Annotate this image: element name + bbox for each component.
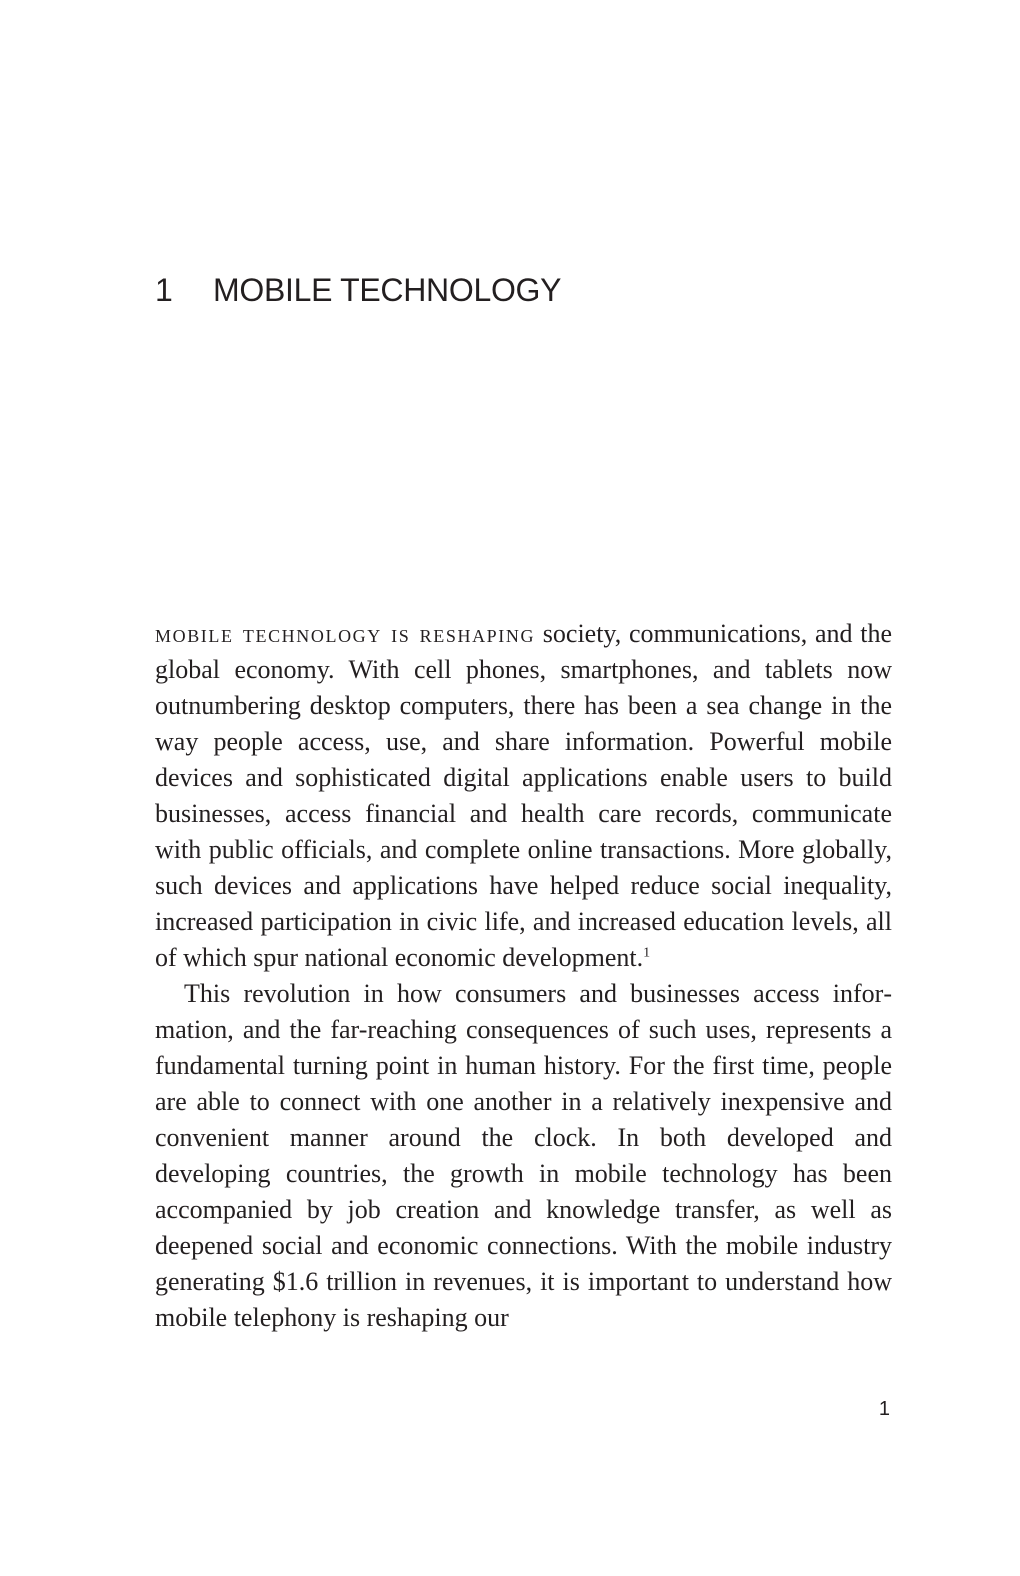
paragraph-lead-in: mobile technology is reshaping [155,619,536,648]
chapter-number: 1 [155,272,173,308]
paragraph-1-text: society, communications, and the global economy. With cell phones, smartphones, and tablets now outnumbering desktop computers, there has been a sea change in the way people access, use, and share information. Powerful mobile devices and sophisticated digital applications enable users to build businesses, access financial and health care records, communicate with public officials, and complete online transactions. More globally, such devices and applications have helped reduce social inequality, increased participation in civic life, and increased education levels, all of which spur national economic development. [155,619,892,972]
footnote-reference[interactable]: 1 [643,945,651,961]
chapter-heading [155,272,561,309]
page-number: 1 [878,1398,890,1420]
paragraph-2-text: This revolution in how consumers and businesses access information, and the far-reaching consequences of such uses, represents a fundamental turning point in human history. For the first time, people are able to connect with one another in a relatively inexpensive and convenient manner around the clock. In both developed and developing countries, the growth in mobile technology has been accompanied by job creation and knowledge transfer, as well as deepened social and economic connections. With the mobile industry generating $1.6 trillion in revenues, it is important to understand how mobile telephony is reshaping our [155,979,892,1332]
paragraph-1 [155,616,892,976]
paragraph-2 [155,976,892,1336]
body-text [155,616,892,1336]
chapter-title: MOBILE TECHNOLOGY [213,272,562,308]
